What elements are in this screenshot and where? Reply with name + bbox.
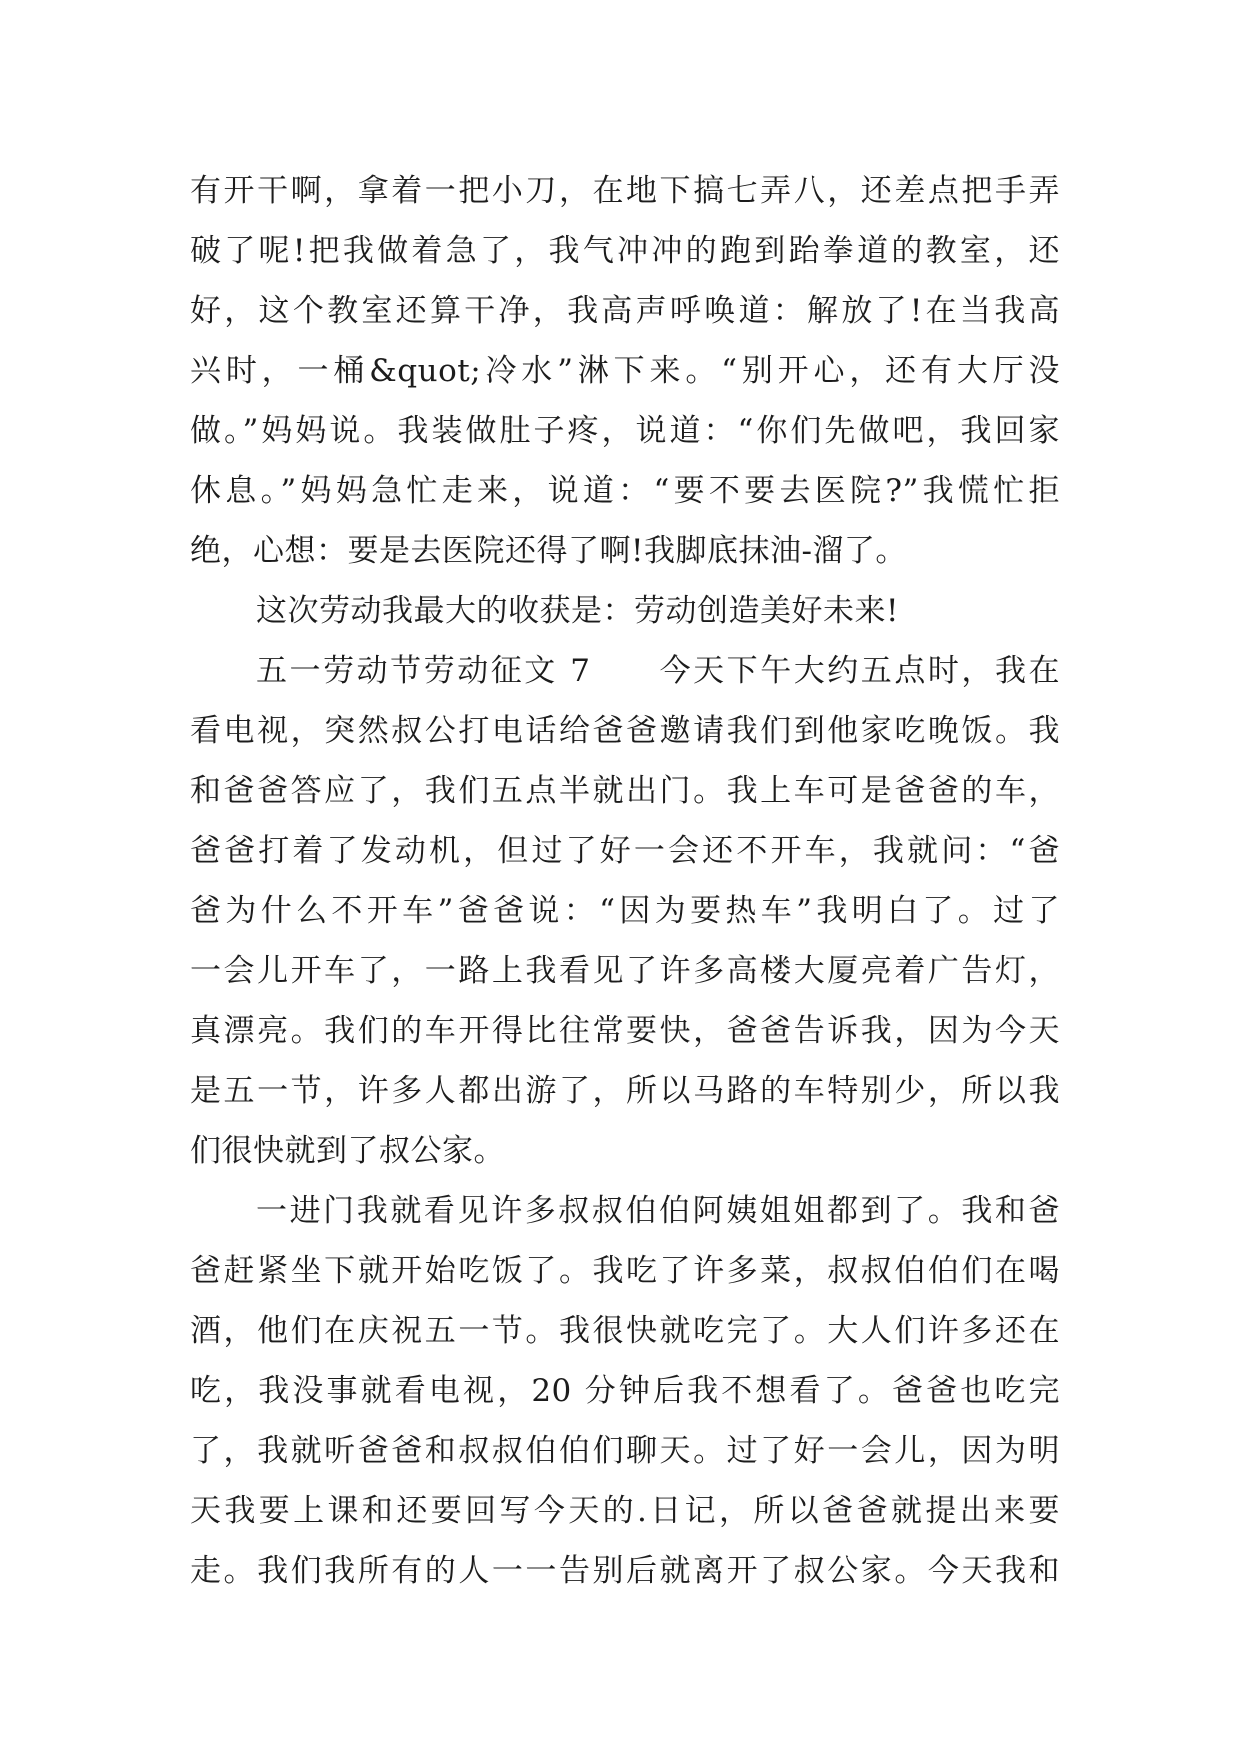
text-line: 五一劳动节劳动征文 7 今天下午大约五点时，我在 — [256, 653, 1060, 689]
text-line: 一会儿开车了，一路上我看见了许多高楼大厦亮着广告灯， — [190, 953, 1060, 989]
text-line: 酒，他们在庆祝五一节。我很快就吃完了。大人们许多还在 — [190, 1313, 1060, 1349]
text-line: 天我要上课和还要回写今天的.日记，所以爸爸就提出来要 — [190, 1493, 1060, 1529]
text-line: 了，我就听爸爸和叔叔伯伯们聊天。过了好一会儿，因为明 — [190, 1433, 1060, 1469]
text-line: 这次劳动我最大的收获是：劳动创造美好未来! — [256, 593, 899, 629]
text-line: 吃，我没事就看电视，20 分钟后我不想看了。爸爸也吃完 — [190, 1373, 1060, 1409]
text-line: 休息。”妈妈急忙走来，说道：“要不要去医院?”我慌忙拒 — [190, 473, 1060, 509]
text-line: 爸爸打着了发动机，但过了好一会还不开车，我就问：“爸 — [190, 833, 1060, 869]
text-line: 一进门我就看见许多叔叔伯伯阿姨姐姐都到了。我和爸 — [256, 1193, 1060, 1229]
text-line: 破了呢!把我做着急了，我气冲冲的跑到跆拳道的教室，还 — [190, 233, 1060, 269]
text-line: 真漂亮。我们的车开得比往常要快，爸爸告诉我，因为今天 — [190, 1013, 1060, 1049]
text-line: 看电视，突然叔公打电话给爸爸邀请我们到他家吃晚饭。我 — [190, 713, 1060, 749]
text-line: 做。”妈妈说。我装做肚子疼，说道：“你们先做吧，我回家 — [190, 413, 1060, 449]
text-line: 爸为什么不开车”爸爸说：“因为要热车”我明白了。过了 — [190, 893, 1060, 929]
text-line: 好，这个教室还算干净，我高声呼唤道：解放了!在当我高 — [190, 293, 1060, 329]
text-line: 是五一节，许多人都出游了，所以马路的车特别少，所以我 — [190, 1073, 1060, 1109]
text-line: 和爸爸答应了，我们五点半就出门。我上车可是爸爸的车， — [190, 773, 1060, 809]
document-body — [190, 161, 1060, 1601]
text-line: 绝，心想：要是去医院还得了啊!我脚底抹油-溜了。 — [190, 533, 907, 569]
text-line: 爸赶紧坐下就开始吃饭了。我吃了许多菜，叔叔伯伯们在喝 — [190, 1253, 1060, 1289]
text-line: 兴时，一桶&quot;冷水”淋下来。“别开心，还有大厅没 — [190, 353, 1060, 389]
text-line: 走。我们我所有的人一一告别后就离开了叔公家。今天我和 — [190, 1553, 1060, 1589]
text-line: 们很快就到了叔公家。 — [190, 1133, 505, 1169]
text-line: 有开干啊，拿着一把小刀，在地下搞七弄八，还差点把手弄 — [190, 173, 1060, 209]
